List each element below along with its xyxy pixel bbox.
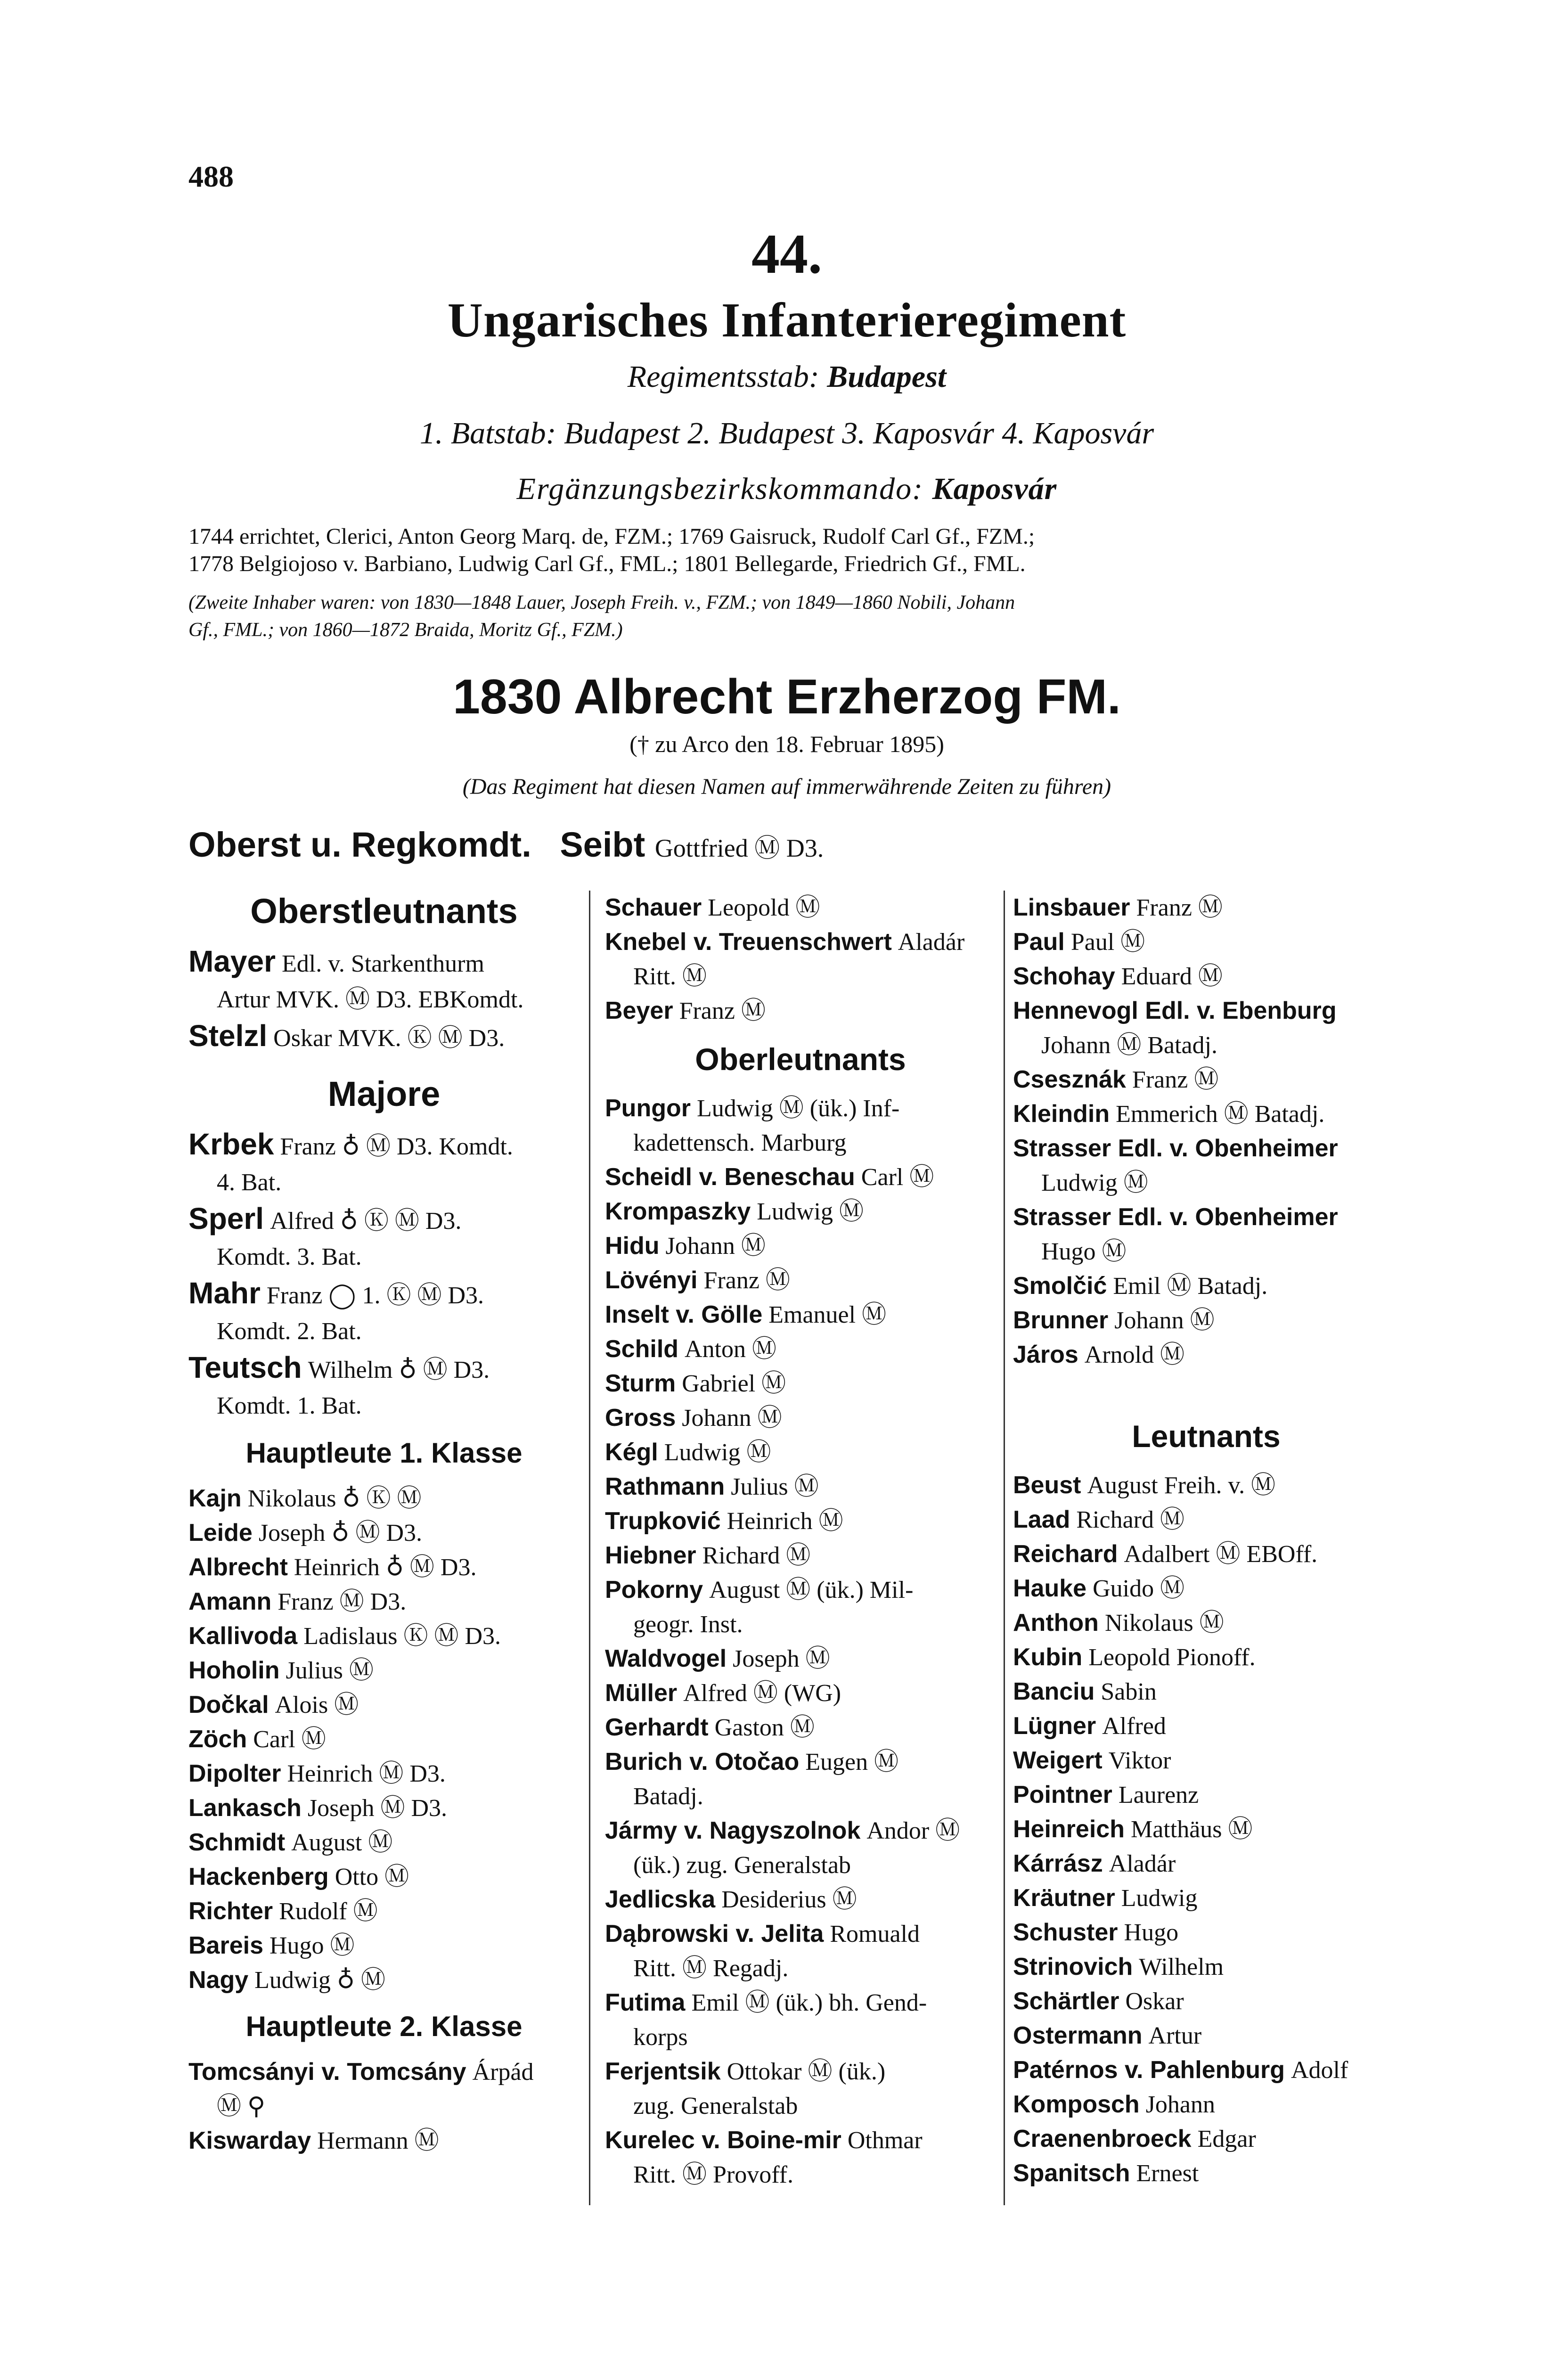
batstab-line: 1. Batstab: Budapest 2. Budapest 3. Kaposvár 4. Kaposvár (419, 416, 1154, 450)
leutnants-list (1013, 1468, 1399, 2191)
list-item: Ostermann Artur (1013, 2022, 1202, 2049)
list-item: Schohay Eduard Ⓜ (1013, 963, 1223, 990)
list-item: Hackenberg Otto Ⓜ (188, 1863, 409, 1890)
section-title-oberstleutnants: Oberstleutnants (250, 892, 518, 931)
list-item: Dočkal Alois Ⓜ (188, 1691, 359, 1718)
list-item: Brunner Johann Ⓜ (1013, 1307, 1215, 1334)
list-item: Banciu Sabin (1013, 1678, 1157, 1705)
list-item: Kleindin Emmerich Ⓜ Batadj. (1013, 1100, 1325, 1128)
list-item: Spanitsch Ernest (1013, 2160, 1199, 2187)
list-item: Sturm Gabriel Ⓜ (605, 1370, 786, 1397)
list-item: Ferjentsik Ottokar Ⓜ (ük.) zug. Generalstab (605, 2058, 886, 2119)
list-item: Krompaszky Ludwig Ⓜ (605, 1198, 864, 1225)
history-line-2: 1778 Belgiojoso v. Barbiano, Ludwig Carl Gf., FML.; 1801 Bellegarde, Friedrich Gf., FML. (188, 551, 1026, 576)
list-item: Patérnos v. Pahlenburg Adolf (1013, 2056, 1348, 2084)
oberst-surname: Seibt (560, 825, 645, 864)
list-item: Schauer Leopold Ⓜ (605, 894, 820, 921)
list-item: Dąbrowski v. Jelita Romuald Ritt. Ⓜ Regadj. (605, 1920, 920, 1982)
inhaber-death: († zu Arco den 18. Februar 1895) (629, 731, 944, 757)
list-item: Müller Alfred Ⓜ (WG) (605, 1679, 841, 1707)
list-item: Tomcsányi v. Tomcsány Árpád Ⓜ ⚲ (188, 2058, 534, 2120)
oberleutnants-list (605, 1091, 996, 2192)
regiment-name-note: (Das Regiment hat diesen Namen auf immerwährende Zeiten zu führen) (462, 774, 1111, 799)
list-item: Strasser Edl. v. Obenheimer Hugo Ⓜ (1013, 1203, 1338, 1265)
list-item: Kiswarday Hermann Ⓜ (188, 2127, 439, 2154)
list-item: Csesznák Franz Ⓜ (1013, 1066, 1219, 1093)
list-item: Leide Joseph ♁ Ⓜ D3. (188, 1519, 423, 1546)
list-item: Strinovich Wilhelm (1013, 1953, 1224, 1980)
list-item: Trupković Heinrich Ⓜ (605, 1507, 843, 1535)
list-item: Schmidt August Ⓜ (188, 1829, 393, 1856)
column-1 (188, 891, 580, 2158)
oberst-rest: Gottfried Ⓜ D3. (654, 834, 824, 862)
list-item: Bareis Hugo Ⓜ (188, 1932, 355, 1959)
list-item: Kubin Leopold Pionoff. (1013, 1644, 1256, 1671)
list-item: Kajn Nikolaus ♁ Ⓚ Ⓜ (188, 1485, 422, 1512)
list-item: Laad Richard Ⓜ (1013, 1506, 1184, 1533)
list-item: Dipolter Heinrich Ⓜ D3. (188, 1760, 446, 1787)
regimentsstab-line (174, 359, 1399, 395)
list-item: Weigert Viktor (1013, 1747, 1171, 1774)
list-item: Burich v. Otočao Eugen Ⓜ Batadj. (605, 1748, 899, 1810)
list-item: Nagy Ludwig ♁ Ⓜ (188, 1966, 386, 1994)
list-item: Pokorny August Ⓜ (ük.) Mil- geogr. Inst. (605, 1576, 914, 1638)
list-item: Anthon Nikolaus Ⓜ (1013, 1609, 1224, 1636)
list-item: Zöch Carl Ⓜ (188, 1726, 326, 1753)
zweite-inhaber-line-2: Gf., FML.; von 1860—1872 Braida, Moritz Gf., FZM.) (188, 619, 623, 641)
list-item: Paul Paul Ⓜ (1013, 928, 1145, 956)
list-item: Beyer Franz Ⓜ (605, 997, 766, 1024)
list-item: Linsbauer Franz Ⓜ (1013, 894, 1223, 921)
list-item: Kräutner Ludwig (1013, 1884, 1198, 1912)
list-item: Kégl Ludwig Ⓜ (605, 1439, 771, 1466)
page-number: 488 (188, 160, 234, 193)
list-item: Hidu Johann Ⓜ (605, 1232, 766, 1260)
ergaenzung-line (174, 471, 1399, 507)
section-title-leutnants: Leutnants (1132, 1419, 1281, 1454)
list-item: Pungor Ludwig Ⓜ (ük.) Inf- kadettensch. Marburg (605, 1095, 900, 1156)
oberst-rank: Oberst u. Regkomdt. (188, 825, 531, 864)
list-item: Kallivoda Ladislaus Ⓚ Ⓜ D3. (188, 1622, 501, 1650)
regiment-title: Ungarisches Infanterieregiment (447, 293, 1127, 347)
section-title-oberleutnants: Oberleutnants (695, 1042, 906, 1077)
column-3 (1013, 891, 1399, 2191)
list-item: Knebel v. Treuenschwert Aladár Ritt. Ⓜ (605, 928, 965, 990)
history-line-1: 1744 errichtet, Clerici, Anton Georg Marq. de, FZM.; 1769 Gaisruck, Rudolf Carl Gf., FZM.; (188, 524, 1035, 549)
list-item: Krbek Franz ♁ Ⓜ D3. Komdt. 4. Bat. (188, 1127, 513, 1196)
section-title-majore: Majore (327, 1074, 441, 1113)
hauptleute-2-continued-list (605, 891, 996, 1028)
list-item: Scheidl v. Beneschau Carl Ⓜ (605, 1163, 934, 1191)
list-item: Mahr Franz ◯ 1. Ⓚ Ⓜ D3. Komdt. 2. Bat. (188, 1276, 484, 1345)
oberst-line (188, 825, 824, 865)
list-item: Hauke Guido Ⓜ (1013, 1575, 1185, 1602)
list-item: Gerhardt Gaston Ⓜ (605, 1714, 815, 1741)
erg-label: Ergänzungsbezirkskommando: (516, 472, 924, 506)
list-item: Teutsch Wilhelm ♁ Ⓜ D3. Komdt. 1. Bat. (188, 1350, 490, 1419)
stab-place: Budapest (827, 360, 947, 394)
oberstleutnants-list (188, 943, 580, 1056)
erg-place: Kaposvár (932, 472, 1057, 506)
list-item: Rathmann Julius Ⓜ (605, 1473, 819, 1500)
list-item: Beust August Freih. v. Ⓜ (1013, 1472, 1276, 1499)
list-item: Strasser Edl. v. Obenheimer Ludwig Ⓜ (1013, 1135, 1338, 1196)
list-item: Waldvogel Joseph Ⓜ (605, 1645, 830, 1672)
list-item: Schärtler Oskar (1013, 1988, 1184, 2015)
list-item: Gross Johann Ⓜ (605, 1404, 782, 1432)
list-item: Lövényi Franz Ⓜ (605, 1267, 790, 1294)
hauptleute-1-list (188, 1481, 580, 1997)
column-2 (605, 891, 996, 2192)
list-item: Komposch Johann (1013, 2091, 1216, 2118)
column-divider (589, 891, 590, 2205)
list-item: Smolčić Emil Ⓜ Batadj. (1013, 1272, 1268, 1300)
list-item: Schild Anton Ⓜ (605, 1335, 777, 1363)
list-item: Albrecht Heinrich ♁ Ⓜ D3. (188, 1554, 477, 1581)
list-item: Lankasch Joseph Ⓜ D3. (188, 1794, 447, 1822)
list-item: Mayer Edl. v. Starkenthurm Artur MVK. Ⓜ D3. EBKomdt. (188, 944, 524, 1013)
list-item: Hennevogl Edl. v. Ebenburg Johann Ⓜ Batadj. (1013, 997, 1337, 1059)
list-item: Lügner Alfred (1013, 1712, 1166, 1740)
list-item: Futima Emil Ⓜ (ük.) bh. Gend- korps (605, 1989, 927, 2051)
list-item: Pointner Laurenz (1013, 1781, 1199, 1808)
section-title-hauptleute-2: Hauptleute 2. Klasse (245, 2011, 523, 2042)
list-item: Kurelec v. Boine-mir Othmar Ritt. Ⓜ Provoff. (605, 2127, 923, 2188)
list-item: Richter Rudolf Ⓜ (188, 1898, 378, 1925)
list-item: Schuster Hugo (1013, 1919, 1179, 1946)
list-item: Craenenbroeck Edgar (1013, 2125, 1256, 2152)
zweite-inhaber-line-1: (Zweite Inhaber waren: von 1830—1848 Lauer, Joseph Freih. v., FZM.; von 1849—1860 Nobili, Johann (188, 592, 1015, 614)
list-item: Heinreich Matthäus Ⓜ (1013, 1816, 1253, 1843)
hauptleute-2-list (188, 2055, 580, 2158)
regiment-number: 44. (751, 222, 822, 285)
inhaber-name: 1830 Albrecht Erzherzog FM. (453, 670, 1121, 724)
list-item: Jármy v. Nagyszolnok Andor Ⓜ (ük.) zug. Generalstab (605, 1817, 960, 1879)
list-item: Járos Arnold Ⓜ (1013, 1341, 1185, 1368)
list-item: Inselt v. Gölle Emanuel Ⓜ (605, 1301, 887, 1328)
column-divider (1004, 891, 1005, 2205)
list-item: Reichard Adalbert Ⓜ EBOff. (1013, 1540, 1318, 1568)
list-item: Kárrász Aladár (1013, 1850, 1176, 1877)
list-item: Hiebner Richard Ⓜ (605, 1542, 811, 1569)
majore-list (188, 1126, 580, 1424)
list-item: Jedlicska Desiderius Ⓜ (605, 1886, 857, 1913)
list-item: Stelzl Oskar MVK. Ⓚ Ⓜ D3. (188, 1019, 505, 1053)
section-title-hauptleute-1: Hauptleute 1. Klasse (245, 1437, 523, 1469)
list-item: Sperl Alfred ♁ Ⓚ Ⓜ D3. Komdt. 3. Bat. (188, 1202, 462, 1270)
list-item: Amann Franz Ⓜ D3. (188, 1588, 407, 1615)
oberleutnants-continued-list (1013, 891, 1399, 1372)
list-item: Hoholin Julius Ⓜ (188, 1657, 374, 1684)
stab-label: Regimentsstab: (627, 360, 819, 394)
